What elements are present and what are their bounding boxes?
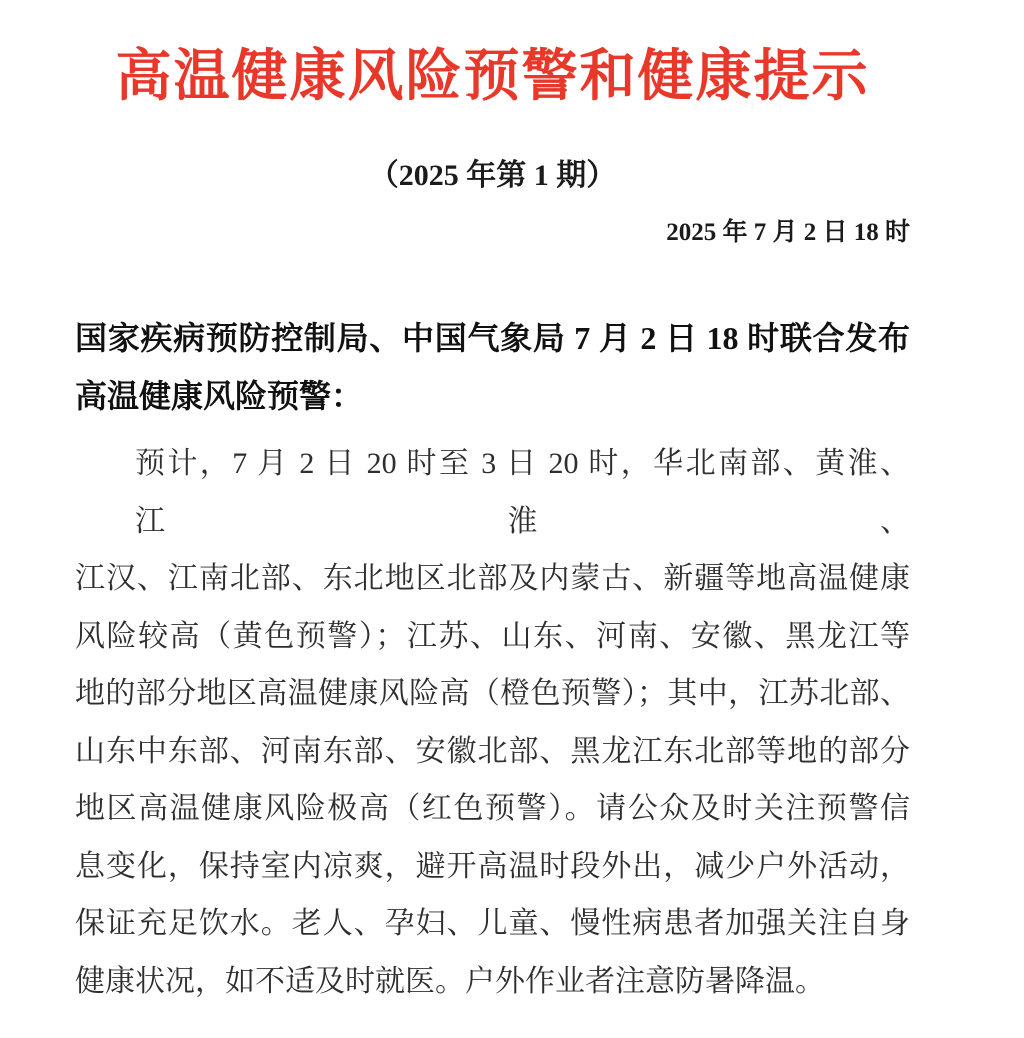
body-line: 保证充足饮水。老人、孕妇、儿童、慢性病患者加强关注自身 — [75, 907, 910, 940]
lead-heading-line: 国家疾病预防控制局、中国气象局 7 月 2 日 18 时联合发布 — [75, 320, 910, 356]
body-line: 山东中东部、河南东部、安徽北部、黑龙江东北部等地的部分 — [75, 734, 910, 768]
body-line: 江汉、江南北部、东北地区北部及内蒙古、新疆等地高温健康 — [75, 562, 910, 595]
body-line: 风险较高（黄色预警）；江苏、山东、河南、安徽、黑龙江等 — [75, 619, 910, 653]
body-line: 健康状况，如不适及时就医。户外作业者注意防暑降温。 — [75, 964, 825, 998]
document-title: 高温健康风险预警和健康提示 — [115, 46, 870, 108]
lead-heading — [75, 310, 910, 425]
body-paragraph — [75, 435, 910, 1010]
document-page — [0, 42, 1024, 1038]
body-line: 地的部分地区高温健康风险高（橙色预警）；其中，江苏北部、 — [75, 677, 910, 710]
issue-number: （2025 年第 1 期） — [368, 159, 617, 192]
body-line: 预计，7 月 2 日 20 时至 3 日 20 时，华北南部、黄淮、江淮、 — [135, 447, 910, 538]
body-line: 地区高温健康风险极高（红色预警）。请公众及时关注预警信 — [75, 792, 910, 825]
publish-datetime: 2025 年 7 月 2 日 18 时 — [666, 219, 910, 246]
body-line: 息变化，保持室内凉爽，避开高温时段外出，减少户外活动， — [75, 849, 910, 883]
lead-heading-line: 高温健康风险预警： — [75, 377, 364, 414]
